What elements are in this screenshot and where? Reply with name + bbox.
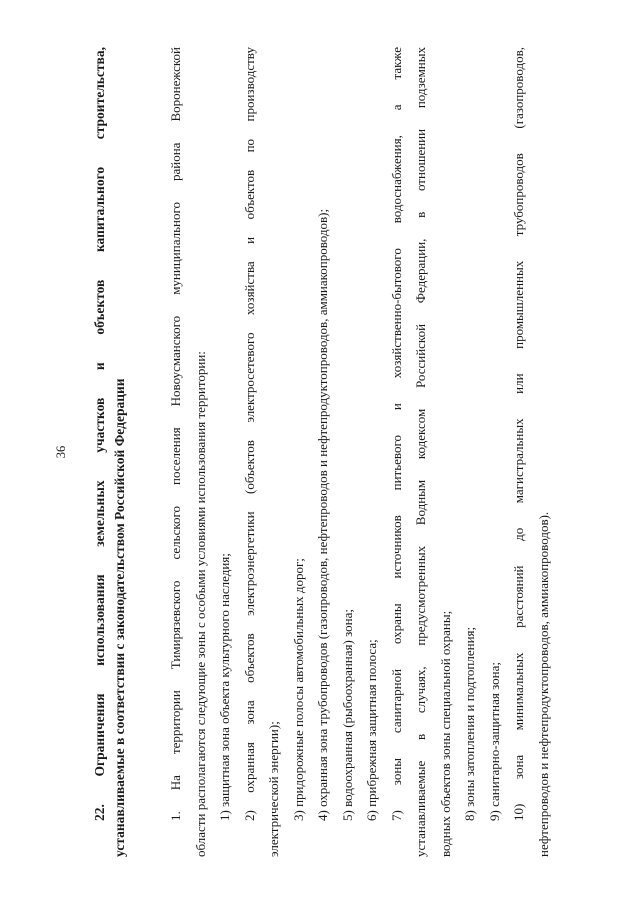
list-item: 8) зоны затопления и подтопления;: [462, 626, 477, 821]
list-item: 6) прибрежная защитная полоса;: [364, 639, 379, 821]
paragraph-line: области располагаются следующие зоны с особыми условиями использования территории:: [192, 351, 208, 857]
heading-word: 22.: [92, 804, 107, 821]
list-item: 7) зоны санитарной охраны источников питьевого и хозяйственно-бытового водоснабжения, а также: [388, 47, 404, 821]
list-item-continuation: устанавливаемые в случаях, предусмотренных Водным кодексом Российской Федерации, в отношении подземных: [413, 47, 428, 857]
list-item: 9) санитарно-защитная зона;: [486, 662, 502, 821]
list-item-continuation: водных объектов зоны специальной охраны;: [437, 610, 453, 857]
list-item: 5) водоохранная (рыбоохранная) зона;: [339, 609, 355, 821]
section-heading: [90, 47, 130, 857]
heading-word: участков: [92, 397, 107, 453]
heading-word: земельных: [92, 480, 107, 547]
paragraph-line: 1. На территории Тимирязевского сельского поселения Новоусманского муниципального района Воронежской: [168, 47, 183, 821]
list-item-continuation: электрической энергии);: [266, 721, 281, 857]
section-heading-line-1: [90, 47, 110, 857]
list-item-continuation: нефтепроводов и нефтепродуктопроводов, аммиакопроводов).: [535, 511, 551, 857]
heading-word: и: [92, 362, 107, 371]
list-item: 10) зона минимальных расстояний до магистральных или промышленных трубопроводов (газопроводов,: [511, 47, 526, 821]
section-heading-line-2: устанавливаемые в соответствии с законодательством Российской Федерации: [112, 378, 127, 857]
body-text: [164, 47, 556, 857]
heading-word: объектов: [92, 279, 107, 335]
heading-word: Ограничения: [92, 693, 107, 777]
list-item: 3) придорожные полосы автомобильных дорог;: [290, 558, 306, 821]
heading-word: строительства,: [92, 47, 107, 140]
heading-word: использования: [92, 574, 107, 666]
heading-word: капитального: [92, 166, 107, 253]
list-item: 4) охранная зона трубопроводов (газопроводов, нефтепроводов и нефтепродуктопроводов, аммиакопроводов);: [315, 208, 330, 821]
list-item: 2) охранная зона объектов электроэнергетики (объектов электросетевого хозяйства и объектов по производству: [241, 47, 257, 821]
rotated-content: [52, 47, 592, 857]
page-number: 36: [54, 445, 68, 459]
list-item: 1) защитная зона объекта культурного наследия;: [217, 553, 232, 821]
